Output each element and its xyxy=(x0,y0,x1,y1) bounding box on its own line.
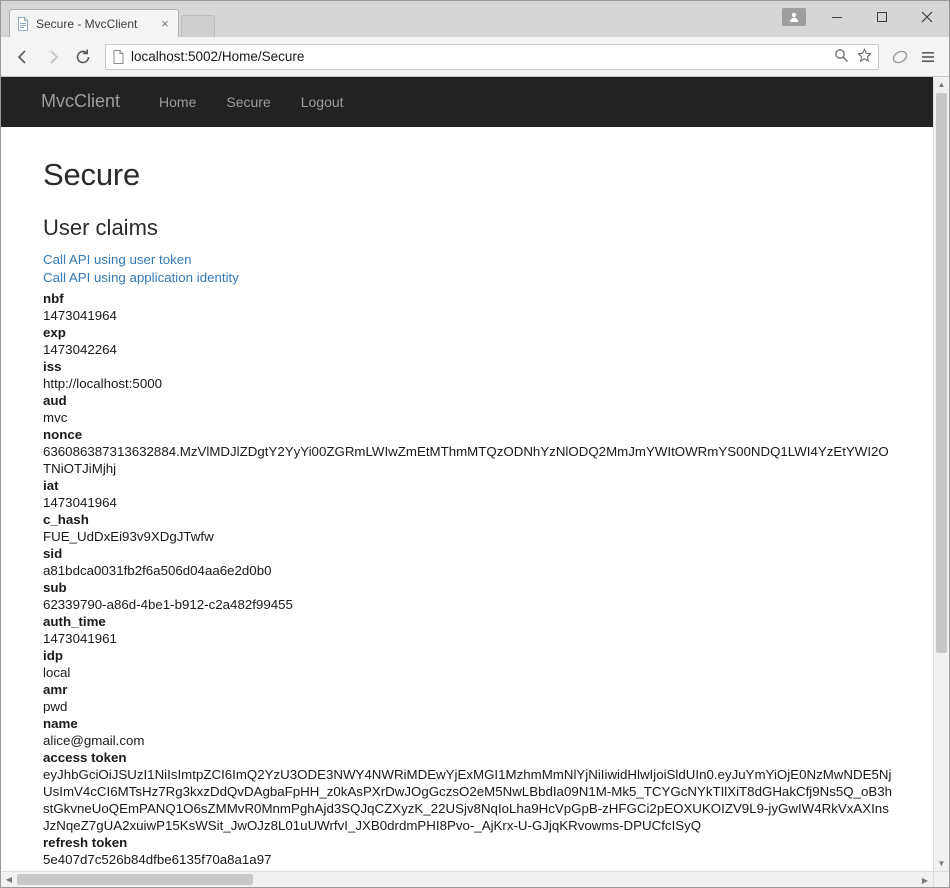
hamburger-menu-icon[interactable] xyxy=(915,44,941,70)
claim-key: iat xyxy=(43,477,59,493)
scroll-right-arrow-icon[interactable]: ▶ xyxy=(921,875,929,885)
claim-key: access token xyxy=(43,749,127,765)
user-profile-button[interactable] xyxy=(774,1,814,33)
user-avatar-icon xyxy=(782,8,806,26)
scrollbar-corner xyxy=(933,871,949,887)
claim-item xyxy=(43,715,893,749)
claim-value: mvc xyxy=(43,409,68,425)
back-arrow-icon[interactable] xyxy=(9,43,37,71)
scroll-up-arrow-icon[interactable]: ▲ xyxy=(937,80,946,90)
claim-value: eyJhbGciOiJSUzI1NiIsImtpZCI6ImQ2YzU3ODE3NWY4NWRiMDEwYjExMGI1MzhmMmNlYjNiIiwidHlwIjoiSldUIn0.eyJuYmYiOjE0NzMwNDE5NjUsImV4cCI6MTsHz7Rg3kxzDdQvDAgbaFpHH_z0kAsPXrDwJOgGczsO2eM5NwLBbdIa09N1M-Mk5_TCYGcNYkTIlXiT8dGHakCfj9Ns5Q_oB3hstGkvneUoQEmPANQ1O6sZMMvR0MnmPghAjd3SQJqCZXyzK_22USjv8NqIoLha9HcVpGpB-zHFGCi2pEOXUKOIZV9L9-jyGwIW4RkVxAXInsJzNqeZ7gUA2xuiwP15KsWSit_JwOJz8L01uUWrfvI_JXB0drdmPHI8Pvo-_AjKrx-U-GJjqKRvowms-DPUCfcISyQ xyxy=(43,766,893,833)
claim-item xyxy=(43,681,893,715)
horizontal-scrollbar[interactable] xyxy=(1,871,933,887)
scroll-down-arrow-icon[interactable]: ▼ xyxy=(937,858,946,868)
claim-key: name xyxy=(43,715,78,731)
vertical-scroll-thumb[interactable] xyxy=(936,93,947,653)
claim-value: 1473041964 xyxy=(43,307,117,323)
claim-item xyxy=(43,477,893,511)
claim-item xyxy=(43,358,893,392)
claim-value: local xyxy=(43,664,71,680)
tab-close-icon[interactable]: × xyxy=(161,15,169,31)
scroll-left-arrow-icon[interactable]: ◀ xyxy=(5,875,13,885)
claim-key: c_hash xyxy=(43,511,89,527)
claim-value: FUE_UdDxEi93v9XDgJTwfw xyxy=(43,528,214,544)
page-title: Secure xyxy=(43,156,141,192)
browser-toolbar xyxy=(1,37,949,76)
claim-key: idp xyxy=(43,647,63,663)
claim-value: 62339790-a86d-4be1-b912-c2a482f99455 xyxy=(43,596,293,612)
claim-item xyxy=(43,613,893,647)
close-button[interactable] xyxy=(904,1,949,33)
page-content xyxy=(1,127,933,871)
claim-item xyxy=(43,324,893,358)
claim-key: auth_time xyxy=(43,613,106,629)
horizontal-scroll-thumb[interactable] xyxy=(17,874,253,885)
claim-key: sid xyxy=(43,545,63,561)
claim-key: nbf xyxy=(43,290,64,306)
maximize-button[interactable] xyxy=(859,1,904,33)
browser-tab[interactable] xyxy=(9,9,179,37)
claim-key: nonce xyxy=(43,426,83,442)
new-tab-button[interactable] xyxy=(181,15,215,37)
call-api-user-token-link[interactable]: Call API using user token xyxy=(43,251,192,267)
nav-link-home[interactable]: Home xyxy=(159,93,197,110)
bookmark-star-icon[interactable] xyxy=(857,48,872,66)
nav-link-logout[interactable]: Logout xyxy=(300,93,344,110)
claim-value: 1473042264 xyxy=(43,341,117,357)
claim-value: 636086387313632884.MzVlMDJlZDgtY2YyYi00ZGRmLWIwZmEtMThmMTQzODNhYzNlODQ2MmJmYWItOWRmYS00NDQ1LWI4YzEtYWI2OTNiOTJiMjhj xyxy=(43,443,889,476)
address-bar[interactable] xyxy=(105,44,879,70)
claim-item xyxy=(43,834,893,868)
nav-link-secure[interactable]: Secure xyxy=(226,93,271,110)
title-bar xyxy=(1,1,949,37)
claim-value: 5e407d7c526b84dfbe6135f70a8a1a97 xyxy=(43,851,272,867)
claim-key: exp xyxy=(43,324,66,340)
claim-key: amr xyxy=(43,681,68,697)
omnibox-actions xyxy=(834,48,872,66)
claim-value: 1473041964 xyxy=(43,494,117,510)
claim-item xyxy=(43,392,893,426)
call-api-application-identity-link[interactable]: Call API using application identity xyxy=(43,270,239,286)
tab-title: Secure - MvcClient xyxy=(36,16,138,31)
page-info-icon xyxy=(112,50,125,64)
minimize-button[interactable] xyxy=(814,1,859,33)
section-title-user-claims: User claims xyxy=(43,214,158,240)
bottom-scroll-row xyxy=(1,871,949,887)
claim-item xyxy=(43,511,893,545)
page-favicon-icon xyxy=(16,17,30,31)
reload-icon[interactable] xyxy=(69,43,97,71)
address-bar-url: localhost:5002/Home/Secure xyxy=(131,49,305,65)
claim-key: sub xyxy=(43,579,67,595)
extension-icon[interactable] xyxy=(887,44,913,70)
claim-value: pwd xyxy=(43,698,68,714)
claim-item xyxy=(43,545,893,579)
forward-arrow-icon[interactable] xyxy=(39,43,67,71)
vertical-scrollbar[interactable] xyxy=(933,77,949,871)
claim-item xyxy=(43,290,893,324)
search-zoom-icon[interactable] xyxy=(834,48,849,66)
claim-value: alice@gmail.com xyxy=(43,732,145,748)
site-navbar xyxy=(1,77,933,127)
claim-value: 1473041961 xyxy=(43,630,117,646)
site-brand[interactable]: MvcClient xyxy=(41,91,121,112)
claim-key: aud xyxy=(43,392,67,408)
claim-item xyxy=(43,647,893,681)
claim-value: a81bdca0031fb2f6a506d04aa6e2d0b0 xyxy=(43,562,272,578)
claim-key: iss xyxy=(43,358,62,374)
web-page xyxy=(1,77,933,871)
claims-list xyxy=(43,290,893,868)
window-controls xyxy=(774,1,949,33)
page-viewport xyxy=(1,77,949,871)
claim-item xyxy=(43,749,893,834)
claim-key: refresh token xyxy=(43,834,128,850)
claim-item xyxy=(43,579,893,613)
claim-item xyxy=(43,426,893,477)
claim-value: http://localhost:5000 xyxy=(43,375,163,391)
